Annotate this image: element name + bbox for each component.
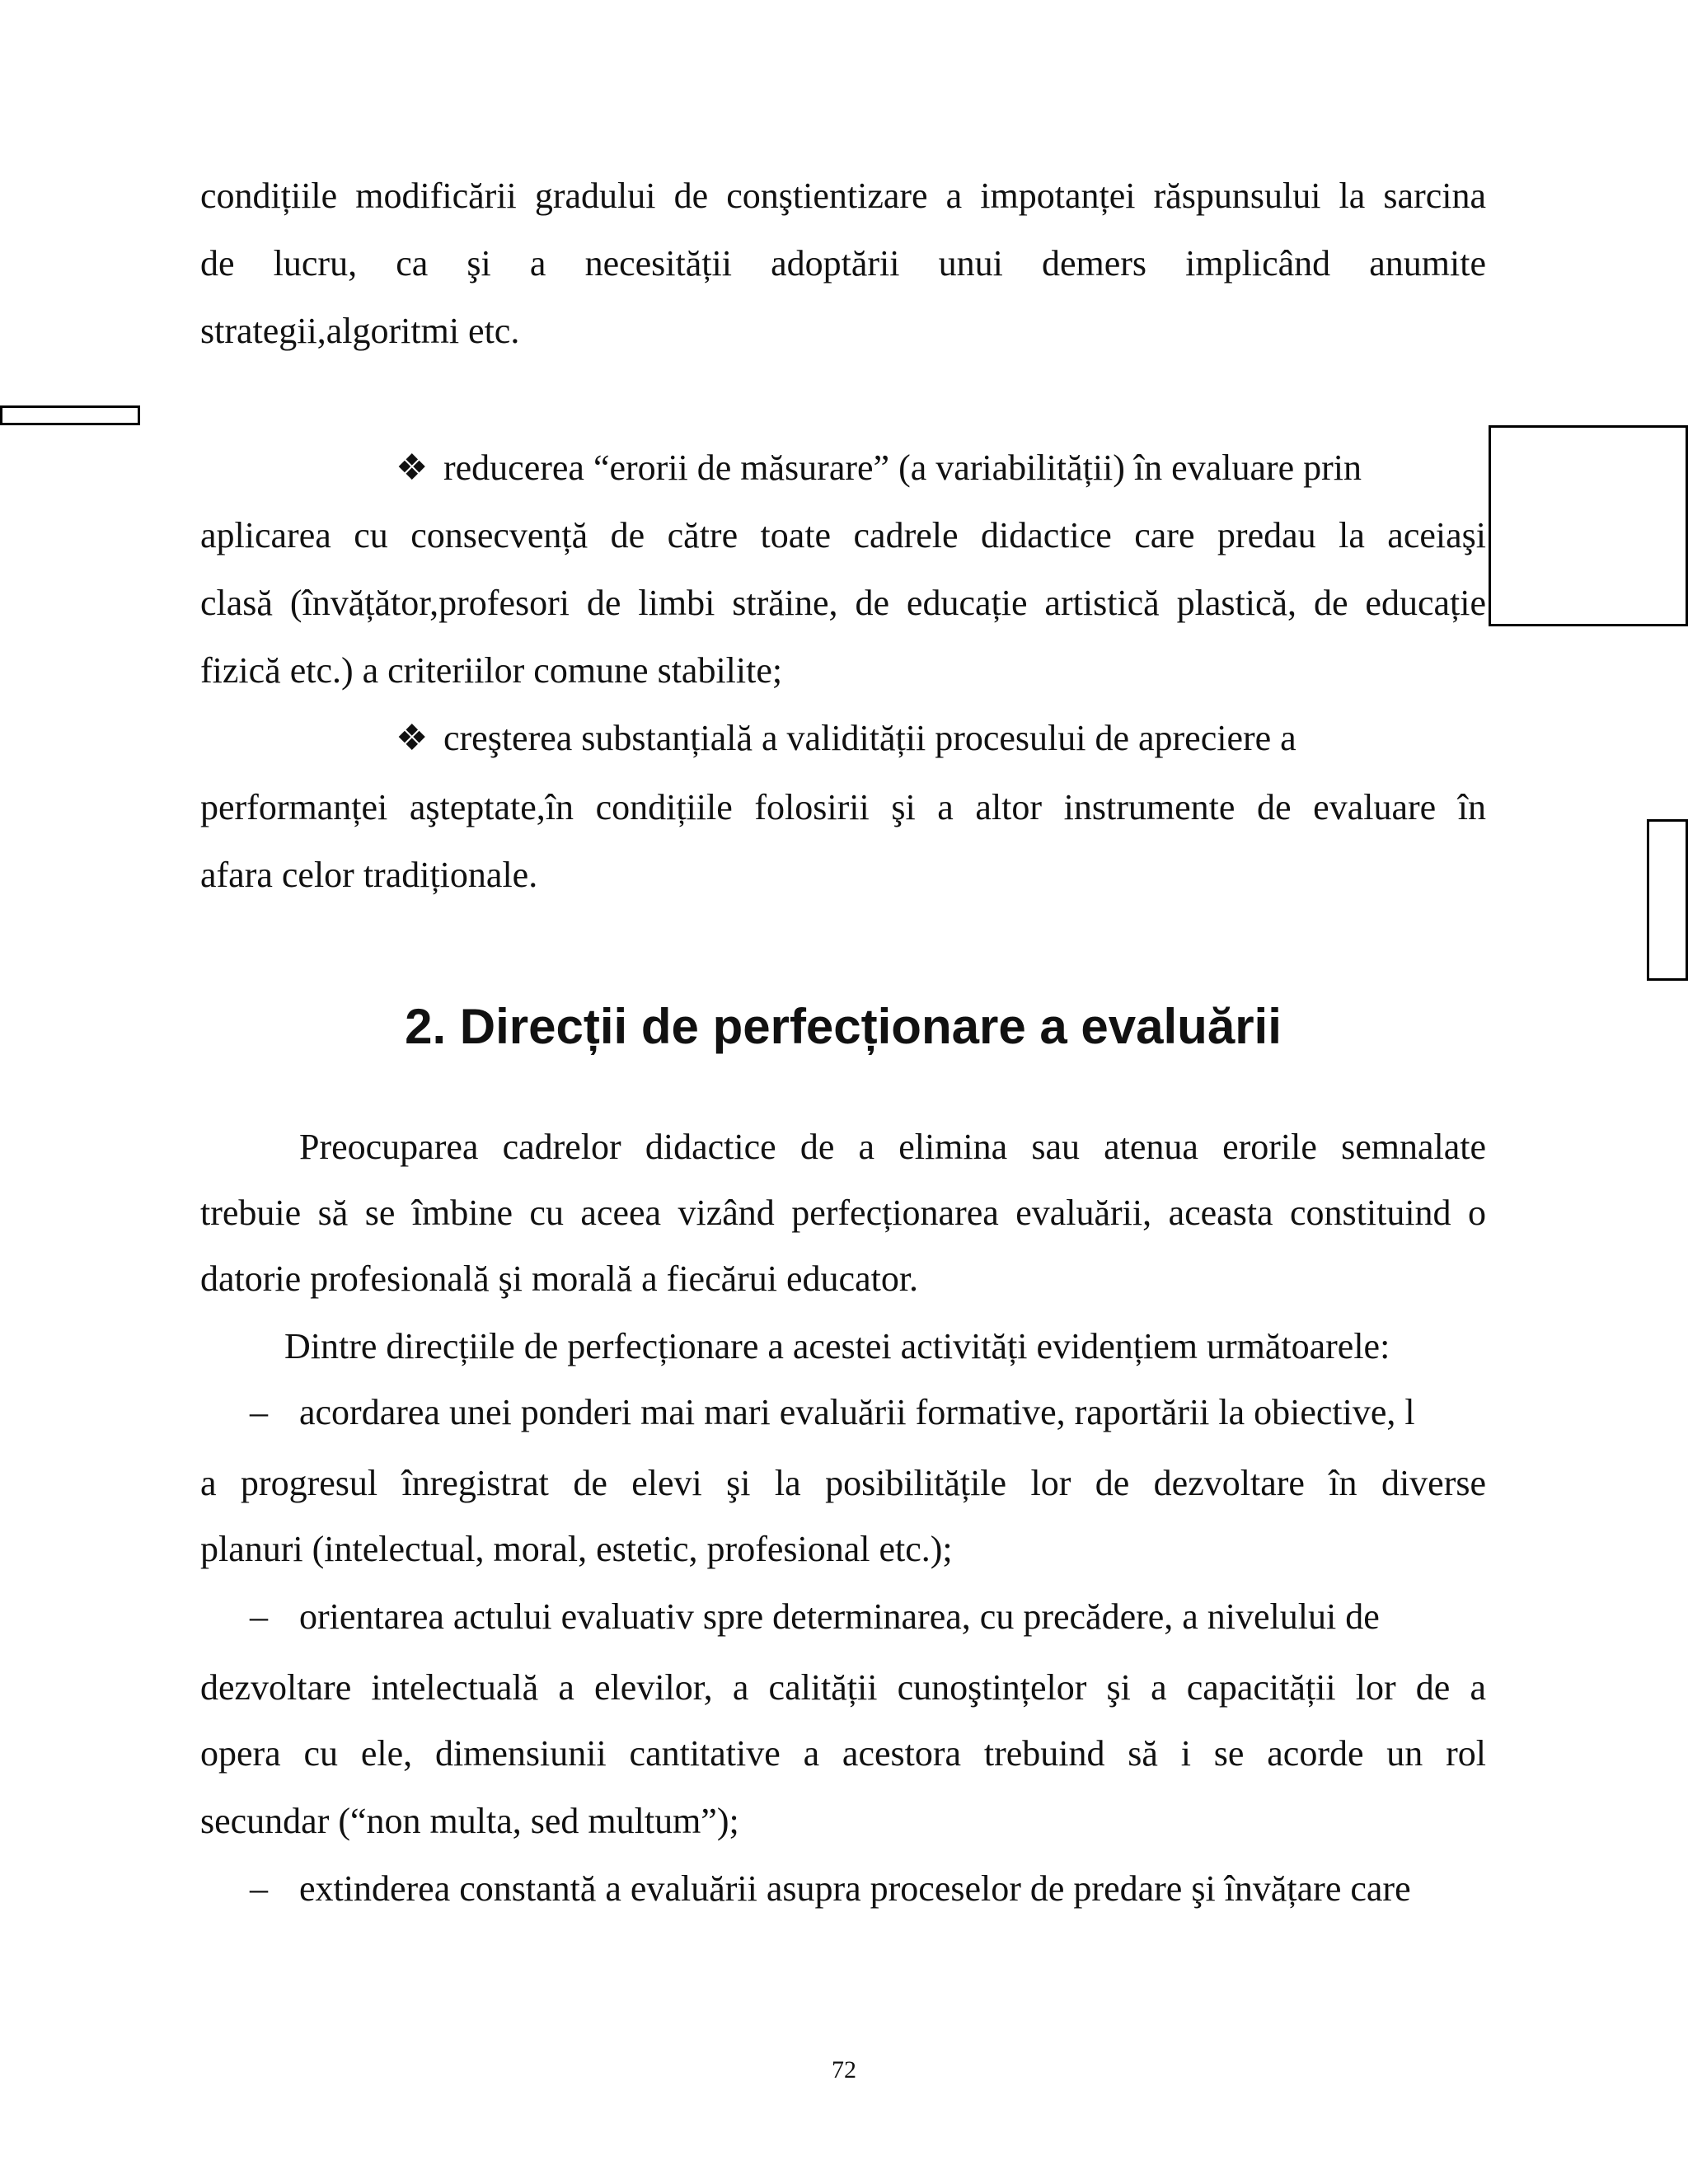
dash-item-2-line-3: opera cu ele, dimensiunii cantitative a acestora trebuind să i se acorde un rol: [200, 1733, 1486, 1774]
bullet-item-1-text: reducerea “erorii de măsurare” (a variabilității) în evaluare prin: [443, 448, 1362, 488]
dash-item-2-line-2: dezvoltare intelectuală a elevilor, a calității cunoştințelor şi a capacității lor de a: [200, 1667, 1486, 1708]
intro-line-3: strategii,algoritmi etc.: [200, 311, 520, 351]
section-heading: 2. Direcții de perfecționare a evaluării: [405, 999, 1282, 1054]
frame-box-left: [0, 405, 140, 425]
dash-bullet-icon: –: [250, 1868, 268, 1909]
dash-item-2-first-line: [250, 1592, 1486, 1642]
dash-item-1-line-3: planuri (intelectual, moral, estetic, profesional etc.);: [200, 1529, 953, 1569]
dash-item-2-line-4: secundar (“non multa, sed multum”);: [200, 1801, 739, 1841]
dash-bullet-icon: –: [250, 1596, 268, 1637]
intro-line-1: condițiile modificării gradului de conştientizare a impotanței răspunsului la sarcina: [200, 176, 1486, 216]
para-2: Dintre direcțiile de perfecționare a acestei activități evidențiem următoarele:: [284, 1326, 1390, 1366]
frame-box-right-top: [1489, 425, 1688, 626]
diamond-bullet-icon: ❖: [396, 718, 429, 758]
page-number: 72: [832, 2056, 856, 2083]
para-1-line-2: trebuie să se îmbine cu aceea vizând perfecționarea evaluării, aceasta constituind o: [200, 1193, 1486, 1233]
bullet-item-2-line-2: performanței aşteptate,în condițiile folosirii şi a altor instrumente de evaluare în: [200, 787, 1486, 827]
bullet-item-2-line-3: afara celor tradiționale.: [200, 855, 538, 895]
bullet-item-1-line-4: fizică etc.) a criteriilor comune stabilite;: [200, 650, 783, 691]
bullet-item-2-first-line: [396, 714, 1492, 763]
para-1-line-3: datorie profesională şi morală a fiecărui educator.: [200, 1258, 919, 1299]
dash-item-2-text: orientarea actului evaluativ spre determinarea, cu precădere, a nivelului de: [299, 1596, 1380, 1637]
frame-box-right-mid: [1647, 819, 1688, 981]
bullet-item-2-text: creşterea substanțială a validității procesului de apreciere a: [443, 718, 1296, 758]
dash-bullet-icon: –: [250, 1392, 268, 1432]
para-1-line-1: Preocuparea cadrelor didactice de a elimina sau atenua erorile semnalate: [299, 1127, 1486, 1167]
bullet-item-1-line-2: aplicarea cu consecvență de către toate cadrele didactice care predau la aceiaşi: [200, 515, 1486, 555]
intro-line-2: de lucru, ca şi a necesității adoptării unui demers implicând anumite: [200, 243, 1486, 284]
dash-item-3-text: extinderea constantă a evaluării asupra proceselor de predare şi învățare care: [299, 1868, 1411, 1909]
dash-item-1-first-line: [250, 1388, 1486, 1437]
dash-item-1-text: acordarea unei ponderi mai mari evaluării formative, raportării la obiective, l: [299, 1392, 1415, 1432]
dash-item-3-first-line: [250, 1864, 1486, 1914]
bullet-item-1-first-line: [396, 443, 1492, 493]
diamond-bullet-icon: ❖: [396, 448, 429, 488]
dash-item-1-line-2: a progresul înregistrat de elevi şi la posibilitățile lor de dezvoltare în diverse: [200, 1463, 1486, 1503]
bullet-item-1-line-3: clasă (învățător,profesori de limbi străine, de educație artistică plastică, de educație: [200, 583, 1486, 623]
